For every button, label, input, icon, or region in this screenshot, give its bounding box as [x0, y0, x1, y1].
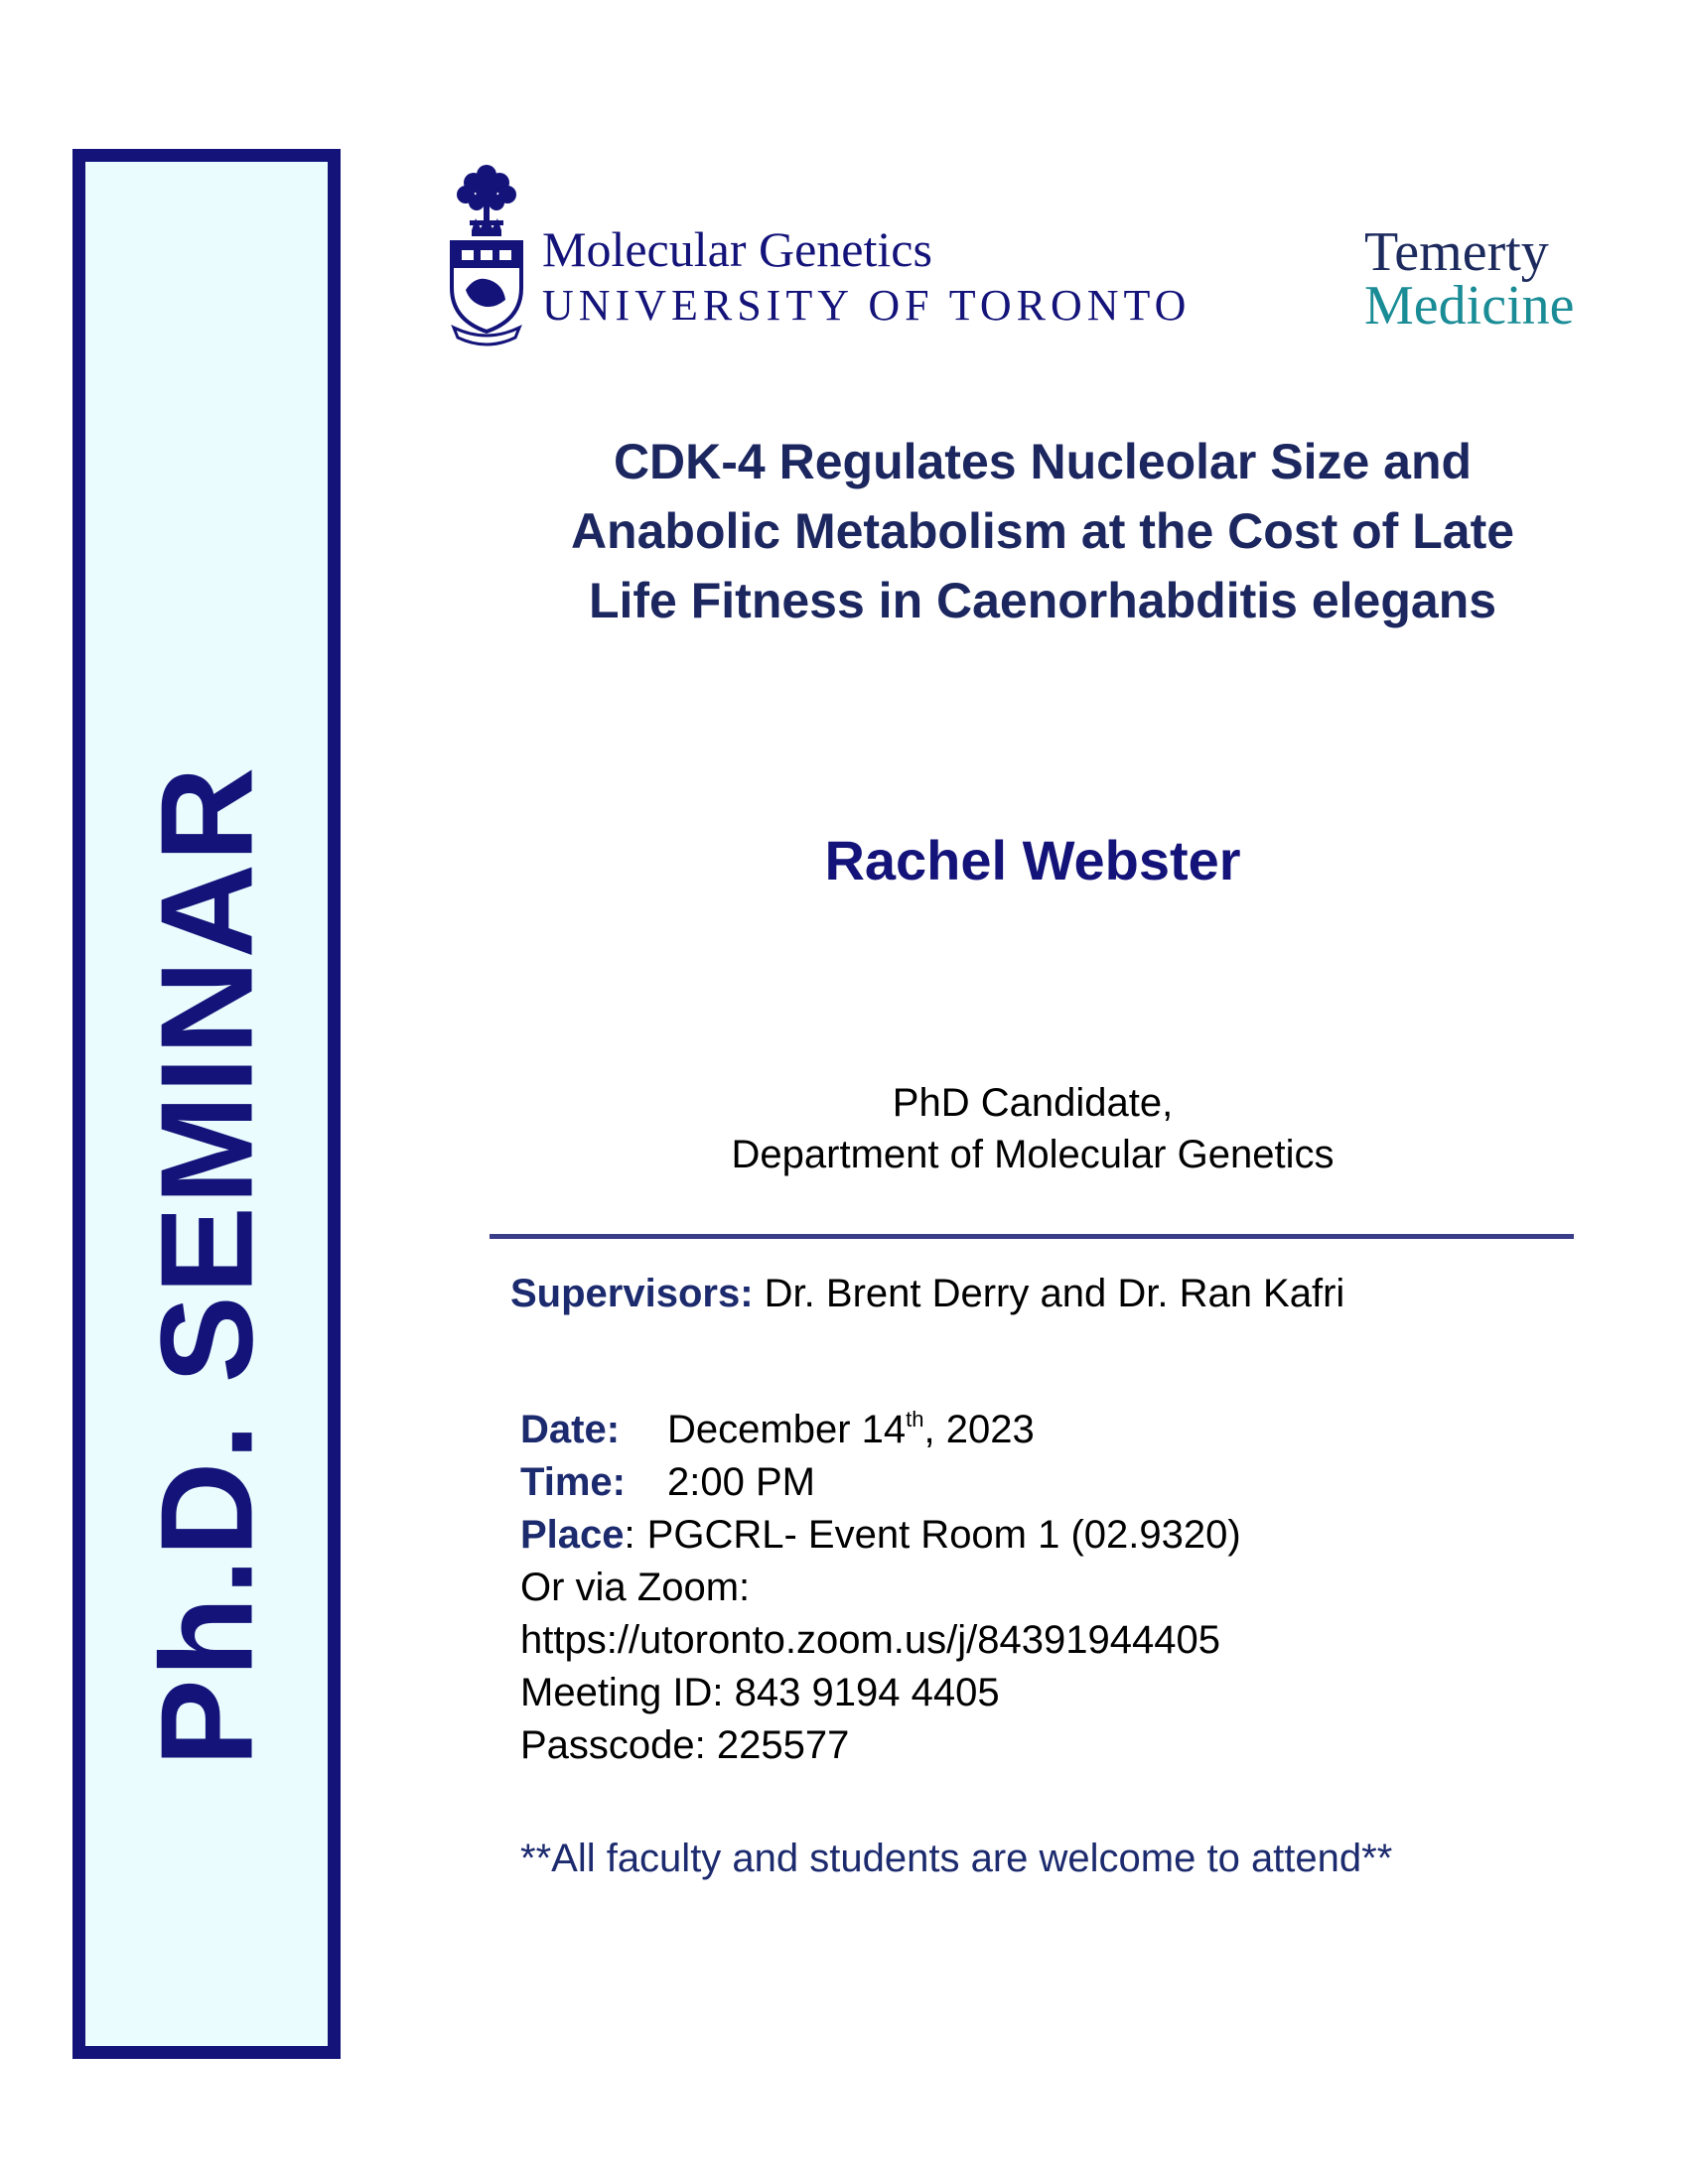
- date-value: [667, 1408, 1035, 1451]
- supervisors-line: [510, 1272, 1344, 1316]
- side-banner: [72, 149, 341, 2059]
- university-crest-icon: [446, 161, 527, 349]
- presenter-name: Rachel Webster: [824, 829, 1241, 891]
- passcode: Passcode: 225577: [520, 1723, 850, 1767]
- time-value: 2:00 PM: [667, 1460, 815, 1504]
- place-row: [520, 1513, 1241, 1566]
- welcome-note: **All faculty and students are welcome to attend**: [520, 1837, 1393, 1880]
- presenter-role: PhD Candidate,: [892, 1081, 1174, 1125]
- meeting-id: Meeting ID: 843 9194 4405: [520, 1671, 1000, 1714]
- date-value-main: December 14: [667, 1408, 907, 1451]
- divider: [490, 1234, 1574, 1239]
- presenter-affiliation: [477, 1077, 1589, 1180]
- supervisors-names: Dr. Brent Derry and Dr. Ran Kafri: [764, 1272, 1345, 1315]
- seminar-title-line: Anabolic Metabolism at the Cost of Late: [570, 503, 1515, 559]
- place-value: PGCRL- Event Room 1 (02.9320): [646, 1513, 1241, 1557]
- time-label: Time:: [520, 1460, 626, 1504]
- department-logo-text: Molecular Genetics: [542, 221, 932, 277]
- seminar-title: [477, 427, 1609, 635]
- place-colon: :: [624, 1513, 635, 1557]
- seminar-title-line: CDK-4 Regulates Nucleolar Size and: [613, 434, 1473, 489]
- partner-logo-line2: Medicine: [1364, 275, 1575, 337]
- zoom-link[interactable]: https://utoronto.zoom.us/j/84391944405: [520, 1618, 1220, 1662]
- zoom-intro: Or via Zoom:: [520, 1566, 751, 1609]
- presenter-department: Department of Molecular Genetics: [731, 1133, 1335, 1176]
- time-row: [520, 1460, 1241, 1513]
- university-logo-text: UNIVERSITY OF TORONTO: [542, 281, 1192, 330]
- place-label: Place: [520, 1513, 625, 1557]
- event-details: [520, 1408, 1241, 1776]
- date-label: Date:: [520, 1408, 621, 1451]
- supervisors-label: Supervisors:: [510, 1272, 754, 1315]
- seminar-title-line: Life Fitness in Caenorhabditis elegans: [588, 573, 1497, 628]
- date-row: [520, 1408, 1241, 1460]
- date-ordinal: th: [906, 1407, 924, 1432]
- partner-logo-line1: Temerty: [1364, 221, 1549, 283]
- date-year: , 2023: [923, 1408, 1035, 1451]
- side-banner-text: Ph.D. SEMINAR: [133, 764, 280, 1767]
